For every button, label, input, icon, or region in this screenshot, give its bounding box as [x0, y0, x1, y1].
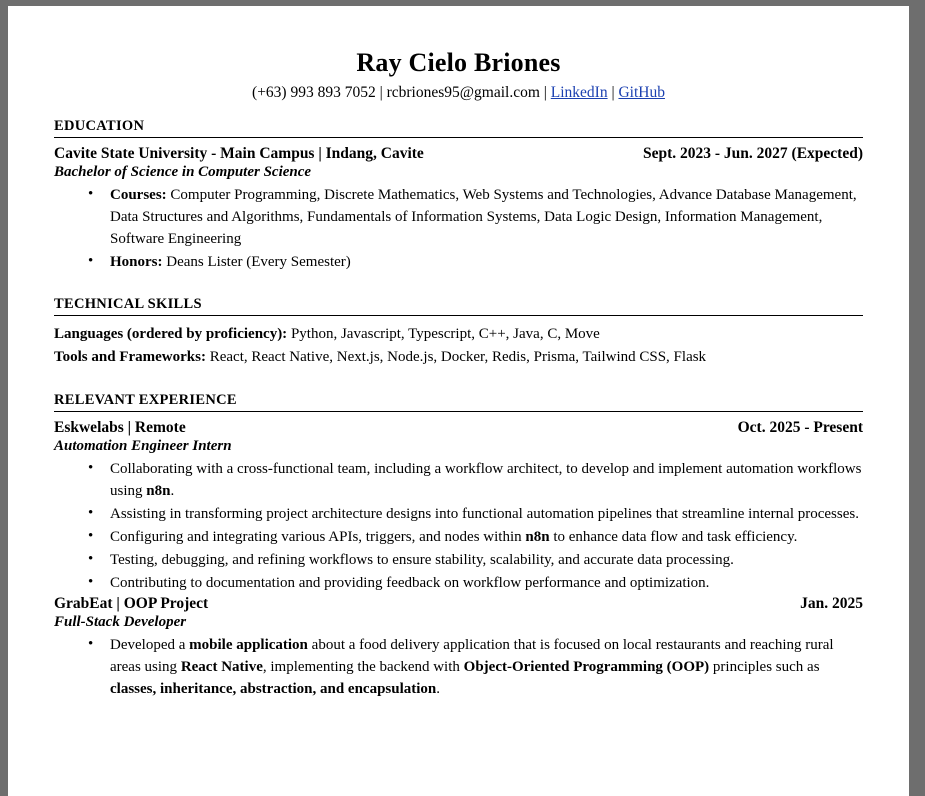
list-item	[88, 634, 863, 700]
experience-role: Automation Engineer Intern	[54, 437, 232, 454]
experience-role: Full-Stack Developer	[54, 613, 187, 630]
spacer	[54, 370, 863, 378]
tools-label: Tools and Frameworks:	[54, 349, 206, 366]
education-school: Cavite State University - Main Campus | Indang, Cavite	[54, 145, 424, 162]
list-item	[88, 503, 863, 525]
contact-separator-2: |	[543, 84, 547, 101]
emphasis-text: React Native	[180, 659, 263, 676]
experience-entry	[54, 595, 863, 700]
list-item	[88, 526, 863, 548]
section-divider-education	[54, 137, 863, 138]
bullet-text: .	[170, 482, 175, 499]
emphasis-text: n8n	[525, 528, 550, 545]
experience-title: GrabEat | OOP Project	[54, 594, 209, 612]
honors-text: Deans Lister (Every Semester)	[162, 254, 351, 271]
contact-separator-1: |	[379, 84, 383, 101]
linkedin-link[interactable]: LinkedIn	[550, 84, 608, 101]
experience-bullets	[54, 458, 863, 594]
bullet-text: Contributing to documentation and providing feedback on workflow performance and optimization.	[110, 574, 710, 591]
bullet-text: Assisting in transforming project architecture designs into functional automation pipelines that streamline internal processes.	[110, 505, 859, 522]
bullet-text: about a food delivery application that is focused on local restaurants and reaching rural areas using	[110, 636, 834, 676]
courses-label: Courses:	[110, 187, 167, 203]
bullet-text: Testing, debugging, and refining workflows to ensure stability, scalability, and accurate data processing.	[110, 551, 734, 568]
list-item	[88, 184, 863, 250]
courses-text: Computer Programming, Discrete Mathematics, Web Systems and Technologies, Advance Database Management, Data Structures and Algorithms, Fundamentals of Information Systems, Data Logic Design, Information Management, Software Engineering	[110, 187, 857, 248]
section-heading-skills: TECHNICAL SKILLS	[54, 296, 202, 313]
skills-tools-line	[54, 346, 863, 369]
skills-languages-line	[54, 323, 863, 346]
education-dates: Sept. 2023 - Jun. 2027 (Expected)	[642, 145, 863, 162]
page-title: Ray Cielo Briones	[356, 48, 561, 77]
experience-dates: Oct. 2025 - Present	[737, 418, 863, 436]
bullet-text: to enhance data flow and task efficiency.	[549, 528, 798, 545]
github-link[interactable]: GitHub	[618, 84, 665, 101]
phone-text: (+63) 993 893 7052	[252, 84, 376, 101]
education-bullets	[54, 184, 863, 273]
section-divider-skills	[54, 315, 863, 316]
experience-dates: Jan. 2025	[800, 594, 863, 612]
experience-entry-header	[54, 595, 863, 613]
bullet-text: Configuring and integrating various APIs, triggers, and nodes within	[110, 528, 526, 545]
spacer	[54, 274, 863, 282]
tools-text: React, React Native, Next.js, Node.js, Docker, Redis, Prisma, Tailwind CSS, Flask	[205, 349, 707, 366]
emphasis-text: mobile application	[189, 636, 308, 653]
emphasis-text: classes, inheritance, abstraction, and encapsulation	[110, 681, 437, 698]
section-divider-experience	[54, 411, 863, 412]
email-text: rcbriones95@gmail.com	[386, 84, 540, 101]
honors-label: Honors:	[110, 254, 163, 271]
languages-label: Languages (ordered by proficiency):	[54, 326, 288, 343]
experience-list	[54, 419, 863, 700]
emphasis-text: Object-Oriented Programming (OOP)	[463, 659, 710, 676]
section-heading-education: EDUCATION	[54, 118, 145, 134]
experience-entry	[54, 419, 863, 594]
bullet-text: Collaborating with a cross-functional team, including a workflow architect, to develop and implement automation workflows using	[110, 460, 862, 499]
bullet-text: Developed a	[110, 636, 190, 653]
bullet-text: , implementing the backend with	[262, 659, 464, 676]
bullet-text: principles such as	[709, 659, 820, 676]
experience-title: Eskwelabs | Remote	[54, 418, 186, 436]
contact-separator-3: |	[611, 84, 615, 101]
resume-page	[8, 6, 909, 796]
experience-entry-header	[54, 419, 863, 437]
education-degree: Bachelor of Science in Computer Science	[54, 164, 312, 180]
experience-bullets	[54, 634, 863, 700]
languages-text: Python, Javascript, Typescript, C++, Java, C, Move	[287, 326, 600, 343]
list-item	[88, 549, 863, 571]
section-heading-experience: RELEVANT EXPERIENCE	[54, 391, 237, 408]
list-item	[88, 251, 863, 273]
emphasis-text: n8n	[146, 482, 171, 499]
list-item	[88, 572, 863, 594]
bullet-text: .	[436, 681, 441, 698]
education-entry-header	[54, 145, 863, 163]
list-item	[88, 458, 863, 502]
contact-line	[54, 84, 863, 102]
